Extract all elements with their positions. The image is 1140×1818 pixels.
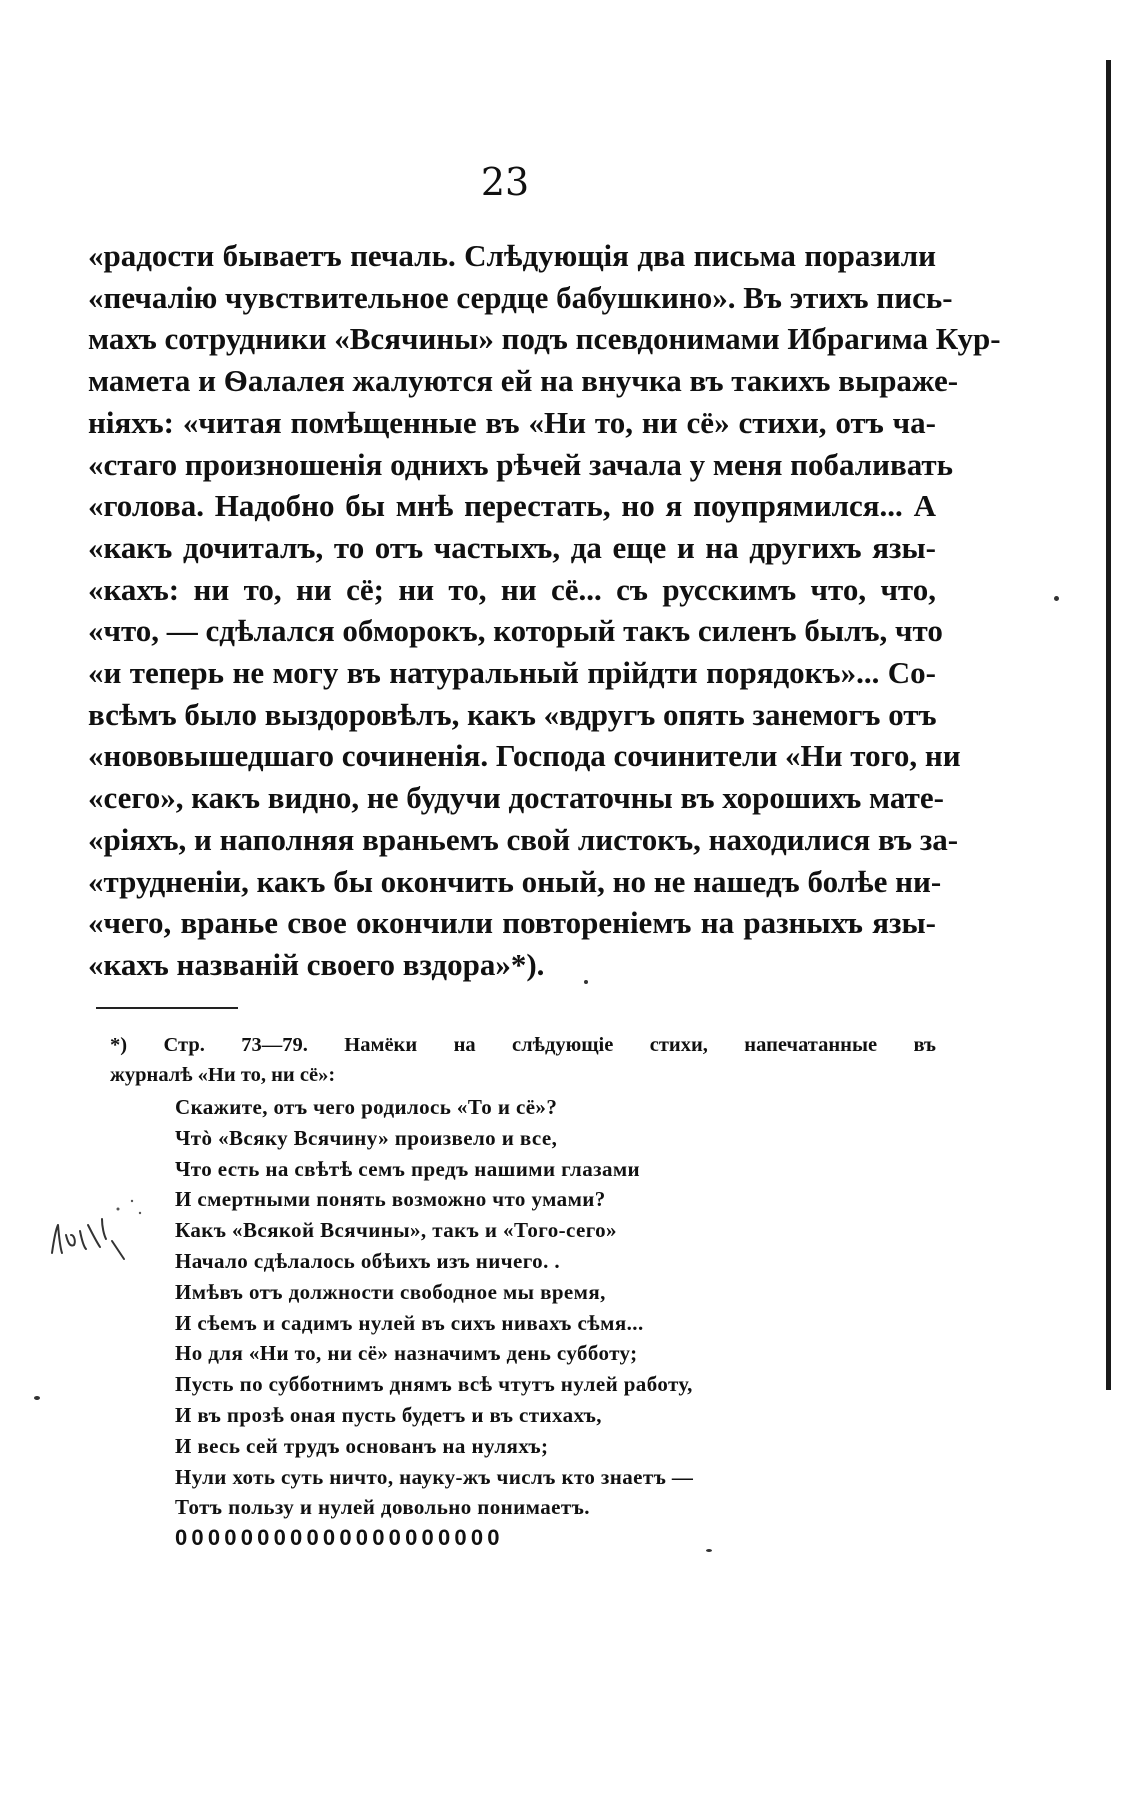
handwritten-scribble-icon: [40, 1195, 150, 1275]
verse-line: Тотъ пользу и нулей довольно понимаетъ.: [175, 1495, 590, 1520]
verse-line: Что есть на свѣтѣ семъ предъ нашими глазами: [175, 1156, 641, 1181]
text-line: «какъ дочиталъ, то отъ частыхъ, да еще и на другихъ язы-: [88, 529, 936, 565]
text-line: «печалію чувствительное сердце бабушкино». Въ этихъ пись-: [88, 279, 953, 315]
text-line: «сего», какъ видно, не будучи достаточны въ хорошихъ мате-: [88, 780, 944, 816]
ink-speck: [706, 1549, 712, 1552]
text-line: ніяхъ: «читая помѣщенные въ «Ни то, ни сё» стихи, отъ ча-: [88, 404, 936, 440]
text-line: мамета и Ѳалалея жалуются ей на внучка въ такихъ выраже-: [88, 363, 959, 399]
verse-line: Чтò «Всяку Всячину» произвело и все,: [175, 1125, 558, 1150]
text-line: всѣмъ было выздоровѣлъ, какъ «вдругъ опять занемогъ отъ: [88, 696, 937, 732]
verse-line: Скажите, отъ чего родилось «То и сё»?: [175, 1095, 558, 1119]
footnote-divider: [96, 1007, 238, 1009]
text-line: «радости бываетъ печаль. Слѣдующія два письма поразили: [88, 238, 936, 273]
text-line: «кахъ: ни то, ни сё; ни то, ни сё... съ русскимъ что, что,: [88, 571, 936, 607]
verse-line: И смертными понять возможно что умами?: [175, 1187, 606, 1212]
verse-line: Начало сдѣлалось обѣихъ изъ ничего. .: [175, 1248, 561, 1273]
text-line: «стаго произношенія однихъ рѣчей зачала у меня побаливать: [88, 446, 954, 482]
footnote-line: *) Стр. 73—79. Намёки на слѣдующіе стихи, напечатанные въ: [110, 1034, 936, 1056]
ink-speck: [34, 1396, 40, 1400]
text-line: «голова. Надобно бы мнѣ перестать, но я поупрямился... А: [88, 488, 936, 524]
text-line: «нововышедшаго сочиненія. Господа сочинители «Ни того, ни: [88, 738, 961, 774]
main-text: [88, 235, 1001, 986]
ink-speck: [1054, 596, 1059, 601]
text-line: «кахъ названій своего вздора»*).: [88, 946, 545, 982]
text-line: «что, — сдѣлался обморокъ, который такъ силенъ былъ, что: [88, 613, 943, 649]
text-line: «и теперь не могу въ натуральный прійдти порядокъ»... Со-: [88, 655, 936, 691]
page-number: 23: [480, 160, 530, 204]
verse-line: Нули хоть суть ничто, науку-жъ числъ кто знаетъ —: [175, 1464, 694, 1489]
text-line: «трудненіи, какъ бы окончить оный, но не нашедъ болѣе ни-: [88, 863, 942, 899]
text-line: махъ сотрудники «Всячины» подъ псевдонимами Ибрагима Кур-: [88, 321, 1001, 357]
verse-line: Пусть по субботнимъ днямъ всѣ чтутъ нулей работу,: [175, 1372, 693, 1397]
text-line: «чего, вранье свое окончили повтореніемъ на разныхъ язы-: [88, 905, 936, 941]
verse-line: И сѣемъ и садимъ нулей въ сихъ нивахъ сѣмя...: [175, 1310, 644, 1335]
verse-line: И весь сей трудъ основанъ на нуляхъ;: [175, 1433, 549, 1458]
footnote-verse: [175, 1092, 875, 1554]
footnote: [110, 1030, 936, 1090]
page-edge-bar-icon: [1106, 60, 1111, 1390]
verse-line: Но для «Ни то, ни сё» назначимъ день субботу;: [175, 1341, 638, 1366]
verse-line: И въ прозѣ оная пусть будетъ и въ стихахъ,: [175, 1402, 602, 1427]
ink-speck: [584, 980, 588, 984]
verse-line-zeros: 00000000000000000000: [175, 1525, 504, 1551]
verse-line: Какъ «Всякой Всячины», такъ и «Того-сего»: [175, 1218, 617, 1243]
footnote-line: журналѣ «Ни то, ни сё»:: [110, 1064, 336, 1086]
text-line: «ріяхъ, и наполняя враньемъ свой листокъ, находилися въ за-: [88, 821, 959, 857]
verse-line: Имѣвъ отъ должности свободное мы время,: [175, 1279, 606, 1304]
